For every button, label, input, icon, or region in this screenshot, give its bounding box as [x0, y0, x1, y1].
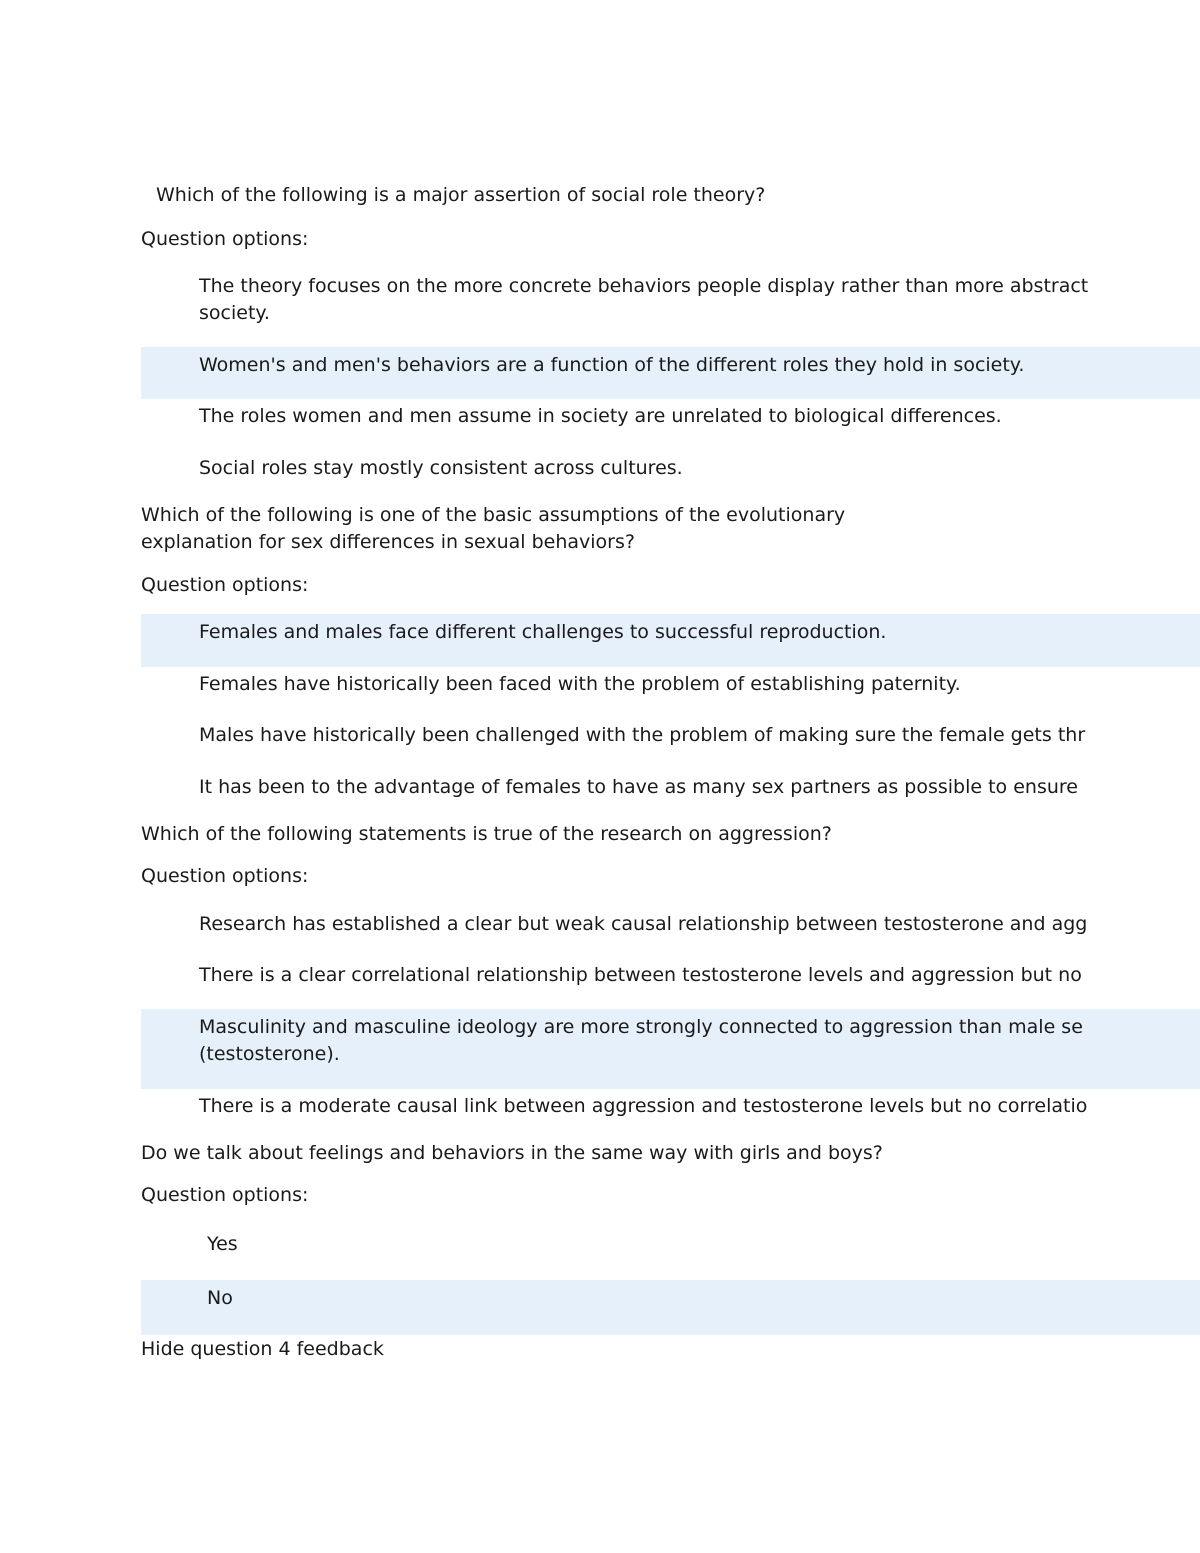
- question-3-option-4[interactable]: There is a moderate causal link between aggression and testosterone levels but no correlatio: [199, 1095, 1088, 1117]
- question-3-option-3-line2: (testosterone).: [199, 1043, 340, 1065]
- question-4-option-no[interactable]: No: [207, 1287, 233, 1309]
- question-3-option-2[interactable]: There is a clear correlational relationship between testosterone levels and aggression but no: [199, 964, 1082, 986]
- question-1-option-1-line1: The theory focuses on the more concrete behaviors people display rather than more abstract: [199, 275, 1089, 297]
- question-4-option-yes[interactable]: Yes: [207, 1233, 238, 1255]
- question-2-option-2[interactable]: Females have historically been faced with the problem of establishing paternity.: [199, 673, 961, 695]
- question-1-option-1[interactable]: [199, 273, 1088, 327]
- question-3-prompt: Which of the following statements is true of the research on aggression?: [141, 823, 832, 845]
- question-2-option-3[interactable]: Males have historically been challenged with the problem of making sure the female gets thr: [199, 724, 1086, 746]
- question-4-options-label: Question options:: [141, 1184, 309, 1206]
- question-1-options-label: Question options:: [141, 228, 309, 250]
- question-1-prompt: Which of the following is a major assertion of social role theory?: [156, 184, 766, 206]
- question-4-option-no-highlight: [141, 1280, 1200, 1335]
- question-3-option-3-line1: Masculinity and masculine ideology are more strongly connected to aggression than male se: [199, 1016, 1083, 1038]
- question-1-option-1-line2: society.: [199, 302, 270, 324]
- question-3-option-3[interactable]: [199, 1014, 1083, 1068]
- question-2-options-label: Question options:: [141, 574, 309, 596]
- question-3-option-1[interactable]: Research has established a clear but weak causal relationship between testosterone and agg: [199, 913, 1088, 935]
- question-2-prompt-line1: Which of the following is one of the basic assumptions of the evolutionary: [141, 504, 846, 526]
- question-1-option-3[interactable]: The roles women and men assume in society are unrelated to biological differences.: [199, 405, 1002, 427]
- question-3-options-label: Question options:: [141, 865, 309, 887]
- question-2-prompt: [141, 502, 845, 556]
- question-2-prompt-line2: explanation for sex differences in sexual behaviors?: [141, 531, 635, 553]
- hide-feedback-link[interactable]: Hide question 4 feedback: [141, 1338, 384, 1360]
- question-2-option-4[interactable]: It has been to the advantage of females to have as many sex partners as possible to ensure: [199, 776, 1078, 798]
- question-1-option-2[interactable]: Women's and men's behaviors are a function of the different roles they hold in society.: [199, 354, 1025, 376]
- question-1-option-4[interactable]: Social roles stay mostly consistent across cultures.: [199, 457, 683, 479]
- question-4-prompt: Do we talk about feelings and behaviors in the same way with girls and boys?: [141, 1142, 883, 1164]
- question-2-option-1[interactable]: Females and males face different challenges to successful reproduction.: [199, 621, 887, 643]
